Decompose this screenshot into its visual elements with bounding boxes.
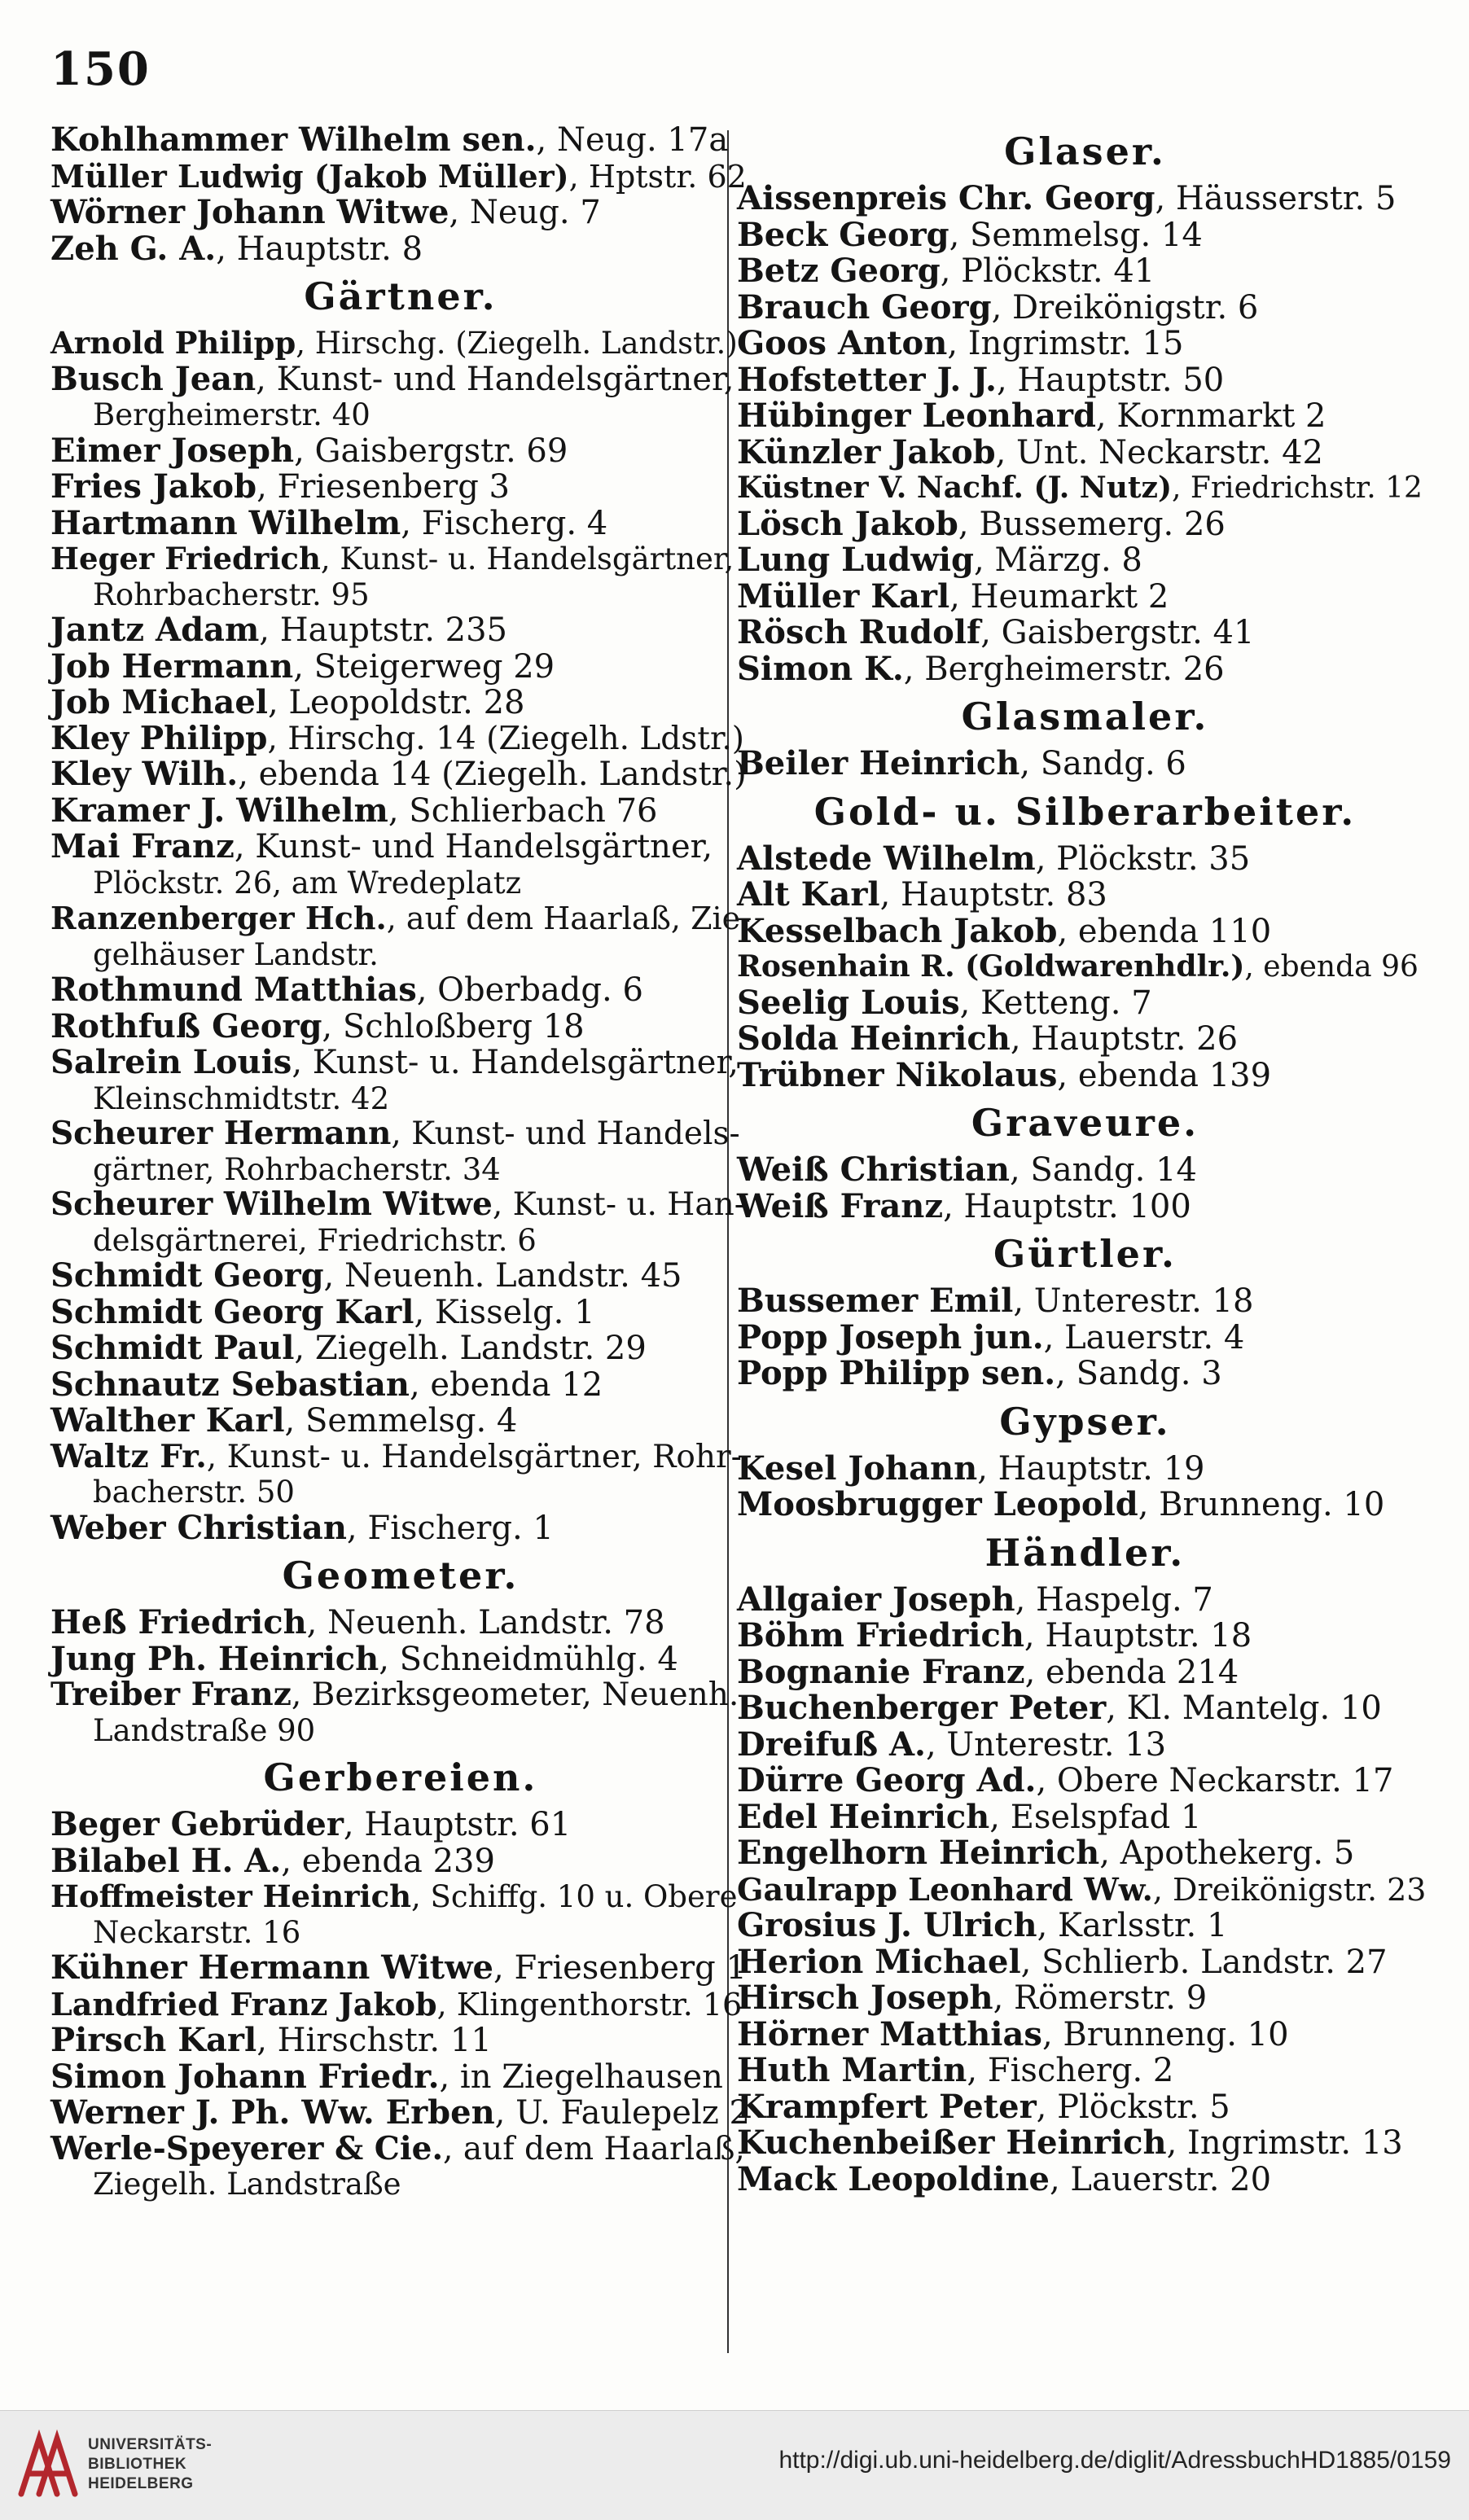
entry-name: Müller Ludwig (Jakob Müller) bbox=[50, 157, 569, 195]
directory-entry bbox=[50, 1437, 751, 1475]
entry-name: Dreifuß A. bbox=[737, 1725, 926, 1764]
entry-address: , Häusserstr. 5 bbox=[1155, 180, 1397, 217]
entry-address: , Sandg. 6 bbox=[1020, 745, 1186, 782]
directory-entry bbox=[50, 469, 751, 506]
entry-address: , Brunneng. 10 bbox=[1041, 2015, 1289, 2053]
entry-address: , Klingenthorstr. 16 bbox=[436, 1986, 743, 2023]
directory-entry bbox=[50, 756, 751, 793]
directory-entry bbox=[737, 2125, 1433, 2162]
entry-name: Küstner V. Nachf. (J. Nutz) bbox=[737, 471, 1172, 505]
directory-entry bbox=[737, 2089, 1433, 2126]
entry-address: , Plöckstr. 41 bbox=[940, 252, 1155, 290]
directory-entry bbox=[50, 359, 751, 398]
entry-address: , ebenda 96 bbox=[1244, 950, 1419, 984]
library-name-line-1: UNIVERSITÄTS- bbox=[88, 2436, 213, 2453]
directory-entry bbox=[50, 1258, 751, 1295]
entry-name: Schmidt Paul bbox=[50, 1329, 295, 1367]
entry-name: Herion Michael bbox=[737, 1942, 1021, 1981]
entry-address: , ebenda 239 bbox=[281, 1842, 495, 1880]
entry-address: , Ketteng. 7 bbox=[959, 984, 1152, 1022]
directory-entry bbox=[737, 542, 1433, 579]
section-heading: Glasmaler. bbox=[961, 695, 1209, 738]
entry-address: , U. Faulepelz 2 bbox=[494, 2094, 750, 2132]
entry-address: , Plöckstr. 35 bbox=[1035, 839, 1251, 878]
entry-address: , Dreikönigstr. 23 bbox=[1152, 1871, 1427, 1908]
entry-address: , ebenda 110 bbox=[1057, 912, 1272, 950]
directory-entry bbox=[737, 362, 1433, 399]
entry-name: Heß Friedrich bbox=[50, 1603, 307, 1641]
entry-continuation: Landstraße 90 bbox=[93, 1712, 316, 1748]
entry-name: Brauch Georg bbox=[737, 287, 992, 327]
entry-name: Buchenberger Peter bbox=[737, 1689, 1107, 1727]
entry-name: Lung Ludwig bbox=[737, 541, 974, 579]
entry-continuation: Bergheimerstr. 40 bbox=[93, 397, 371, 432]
directory-entry bbox=[737, 398, 1433, 435]
entry-address: , Ingrimstr. 13 bbox=[1166, 2124, 1403, 2162]
entry-address: , Heumarkt 2 bbox=[949, 577, 1169, 616]
entry-name: Kohlhammer Wilhelm sen. bbox=[50, 121, 537, 159]
entry-address: , Lauerstr. 20 bbox=[1049, 2160, 1272, 2198]
directory-entry bbox=[50, 2095, 751, 2132]
directory-entry bbox=[737, 1872, 1433, 1909]
entry-address: , Bussemerg. 26 bbox=[958, 505, 1226, 543]
directory-entry bbox=[50, 829, 751, 866]
directory-entry bbox=[50, 1045, 751, 1081]
directory-entry bbox=[50, 195, 751, 231]
page-number: 150 bbox=[50, 42, 151, 96]
entry-address: , Hauptstr. 100 bbox=[943, 1187, 1191, 1225]
entry-name: Mai Franz bbox=[50, 827, 235, 866]
entry-address: , Sandg. 14 bbox=[1010, 1151, 1197, 1189]
entry-name: Weiß Christian bbox=[737, 1150, 1010, 1189]
directory-entry bbox=[737, 1317, 1433, 1356]
directory-entry bbox=[50, 646, 751, 686]
entry-name: Rosenhain R. (Goldwarenhdlr.) bbox=[737, 949, 1245, 984]
entry-address: , Brunneng. 10 bbox=[1138, 1486, 1385, 1523]
entry-address: , Schlierb. Landstr. 27 bbox=[1020, 1943, 1388, 1981]
directory-entry bbox=[737, 1690, 1433, 1727]
directory-entry bbox=[737, 615, 1433, 651]
directory-entry bbox=[50, 721, 751, 757]
directory-entry bbox=[737, 1487, 1433, 1523]
library-name-line-3: HEIDELBERG bbox=[88, 2475, 194, 2492]
directory-entry bbox=[737, 1356, 1433, 1392]
entry-address: , Kunst- und Handelsgärtner, bbox=[234, 828, 713, 866]
directory-entry bbox=[737, 1727, 1433, 1764]
entry-name: Simon Johann Friedr. bbox=[50, 2057, 440, 2096]
directory-entry bbox=[737, 1618, 1433, 1654]
directory-entry bbox=[50, 1807, 751, 1843]
entry-address: , Kunst- und Handels- bbox=[391, 1115, 740, 1152]
entry-name: Grosius J. Ulrich bbox=[737, 1906, 1037, 1944]
directory-entry bbox=[50, 1677, 751, 1713]
entry-name: Kley Wilh. bbox=[50, 755, 239, 793]
entry-name: Kühner Hermann Witwe bbox=[50, 1948, 494, 1987]
section-heading: Gerbereien. bbox=[263, 1755, 538, 1799]
entry-name: Hirsch Joseph bbox=[737, 1979, 993, 2017]
directory-entry bbox=[50, 612, 751, 649]
entry-address: , Hirschg. (Ziegelh. Landstr.) bbox=[296, 326, 738, 361]
directory-entry bbox=[50, 122, 751, 159]
entry-address: , Hirschstr. 11 bbox=[257, 2022, 492, 2059]
section-heading: Graveure. bbox=[971, 1101, 1199, 1145]
entry-address: , Friedrichstr. 12 bbox=[1171, 471, 1423, 505]
entry-address: , Kisselg. 1 bbox=[414, 1293, 595, 1331]
entry-name: Salrein Louis bbox=[50, 1043, 292, 1081]
entry-continuation: gärtner, Rohrbacherstr. 34 bbox=[93, 1151, 501, 1187]
entry-name: Arnold Philipp bbox=[50, 325, 296, 361]
entry-name: Trübner Nikolaus bbox=[737, 1055, 1058, 1094]
directory-entry bbox=[50, 1950, 751, 1987]
entry-address: , Eselspfad 1 bbox=[989, 1798, 1202, 1836]
entry-name: Pirsch Karl bbox=[50, 2021, 257, 2059]
directory-entry bbox=[50, 1843, 751, 1880]
directory-entry bbox=[50, 2023, 751, 2059]
entry-address: , Gaisbergstr. 41 bbox=[980, 614, 1255, 651]
entry-address: , ebenda 12 bbox=[409, 1365, 603, 1404]
directory-entry bbox=[50, 1641, 751, 1678]
section-heading: Gürtler. bbox=[993, 1232, 1177, 1276]
directory-entry bbox=[737, 506, 1433, 543]
entry-name: Künzler Jakob bbox=[737, 432, 996, 471]
entry-address: , Sandg. 3 bbox=[1055, 1355, 1222, 1392]
directory-entry bbox=[737, 217, 1433, 254]
entry-name: Job Michael bbox=[50, 683, 268, 721]
viewer-footer bbox=[0, 2410, 1469, 2520]
directory-entry bbox=[50, 1367, 751, 1404]
entry-name: Popp Philipp sen. bbox=[737, 1354, 1056, 1392]
entry-name: Landfried Franz Jakob bbox=[50, 1985, 437, 2023]
section-heading: Gärtner. bbox=[304, 274, 498, 318]
directory-entry bbox=[50, 901, 751, 937]
entry-address: , Hirschg. 14 (Ziegelh. Ldstr.) bbox=[267, 720, 744, 757]
entry-address: , ebenda 139 bbox=[1057, 1056, 1272, 1094]
directory-entry bbox=[50, 1187, 751, 1223]
library-name bbox=[88, 2435, 212, 2494]
directory-entry bbox=[737, 1283, 1433, 1320]
entry-name: Hübinger Leonhard bbox=[737, 397, 1096, 435]
entry-name: Böhm Friedrich bbox=[737, 1616, 1024, 1654]
entry-name: Scheurer Wilhelm Witwe bbox=[50, 1185, 493, 1223]
library-name-line-2: BIBLIOTHEK bbox=[88, 2456, 187, 2473]
directory-entry bbox=[737, 1152, 1433, 1189]
entry-address: , auf dem Haarlaß, bbox=[443, 2130, 745, 2167]
directory-entry bbox=[50, 159, 751, 195]
entry-name: Dürre Georg Ad. bbox=[737, 1761, 1037, 1799]
entry-address: , Schiffg. 10 u. Obere bbox=[411, 1879, 738, 1914]
permalink-url[interactable]: http://digi.ub.uni-heidelberg.de/diglit/AdressbuchHD1885/0159 bbox=[778, 2447, 1451, 2474]
directory-entry bbox=[50, 2059, 751, 2096]
entry-name: Krampfert Peter bbox=[737, 2087, 1037, 2126]
entry-address: , Bezirksgeometer, Neuenh. bbox=[291, 1676, 739, 1713]
entry-name: Kley Philipp bbox=[50, 719, 268, 757]
entry-address: , Hauptstr. 50 bbox=[996, 361, 1225, 399]
directory-entry bbox=[737, 1448, 1433, 1488]
entry-continuation: Kleinschmidtstr. 42 bbox=[93, 1080, 390, 1116]
directory-entry bbox=[50, 793, 751, 830]
entry-name: Lösch Jakob bbox=[737, 504, 958, 543]
entry-address: , auf dem Haarlaß, Zie- bbox=[386, 901, 751, 936]
entry-name: Beger Gebrüder bbox=[50, 1805, 344, 1843]
directory-entry bbox=[737, 1186, 1433, 1225]
entry-address: , ebenda 214 bbox=[1024, 1653, 1239, 1691]
directory-entry bbox=[737, 1654, 1433, 1691]
entry-address: , Ziegelh. Landstr. 29 bbox=[294, 1330, 647, 1367]
entry-name: Kuchenbeißer Heinrich bbox=[737, 2123, 1167, 2162]
entry-address: , Bergheimerstr. 26 bbox=[903, 650, 1225, 688]
entry-name: Seelig Louis bbox=[737, 983, 960, 1022]
entry-name: Kesselbach Jakob bbox=[737, 911, 1058, 950]
directory-entry bbox=[737, 651, 1433, 688]
directory-entry bbox=[737, 253, 1433, 290]
entry-address: , Haspelg. 7 bbox=[1015, 1580, 1213, 1619]
entry-name: Goos Anton bbox=[737, 324, 948, 362]
entry-name: Heger Friedrich bbox=[50, 541, 321, 576]
entry-name: Rothmund Matthias bbox=[50, 971, 417, 1009]
entry-address: , Hauptstr. 8 bbox=[216, 230, 423, 268]
directory-entry bbox=[50, 685, 751, 721]
directory-entry bbox=[737, 287, 1433, 327]
directory-entry bbox=[737, 1021, 1433, 1058]
entry-name: Engelhorn Heinrich bbox=[737, 1834, 1100, 1872]
entry-address: , Steigerweg 29 bbox=[293, 647, 555, 686]
entry-name: Schnautz Sebastian bbox=[50, 1365, 410, 1404]
entry-name: Zeh G. A. bbox=[50, 229, 217, 268]
directory-entry bbox=[50, 1330, 751, 1367]
entry-address: , ebenda 14 (Ziegelh. Landstr.) bbox=[238, 756, 747, 793]
section-heading: Gypser. bbox=[999, 1399, 1171, 1444]
entry-address: , Hauptstr. 83 bbox=[879, 876, 1107, 914]
entry-address: , Gaisbergstr. 69 bbox=[294, 432, 568, 470]
directory-entry bbox=[737, 2053, 1433, 2089]
directory-entry bbox=[737, 949, 1433, 985]
section-heading: Geometer. bbox=[282, 1554, 520, 1597]
directory-entry bbox=[50, 1292, 751, 1331]
entry-address: , Kl. Mantelg. 10 bbox=[1106, 1689, 1382, 1727]
entry-name: Hofstetter J. J. bbox=[737, 360, 997, 399]
entry-name: Solda Heinrich bbox=[737, 1019, 1011, 1058]
directory-entry bbox=[50, 1403, 751, 1440]
entry-address: , Dreikönigstr. 6 bbox=[991, 288, 1259, 327]
entry-name: Rösch Rudolf bbox=[737, 613, 981, 651]
entry-name: Ranzenberger Hch. bbox=[50, 900, 387, 936]
entry-name: Walther Karl bbox=[50, 1401, 285, 1440]
entry-address: , Neug. 17a bbox=[536, 121, 729, 159]
entry-continuation: Rohrbacherstr. 95 bbox=[93, 576, 370, 612]
entry-address: , Plöckstr. 5 bbox=[1036, 2088, 1230, 2126]
directory-entry bbox=[50, 1879, 751, 1915]
entry-address: , Schneidmühlg. 4 bbox=[379, 1640, 678, 1678]
directory-entry bbox=[50, 1510, 751, 1547]
entry-name: Schmidt Georg Karl bbox=[50, 1292, 414, 1331]
directory-entry bbox=[737, 1763, 1433, 1799]
directory-entry bbox=[737, 432, 1433, 471]
entry-name: Beiler Heinrich bbox=[737, 744, 1020, 782]
entry-name: Werner J. Ph. Ww. Erben bbox=[50, 2093, 495, 2132]
entry-name: Treiber Franz bbox=[50, 1676, 292, 1713]
entry-name: Weber Christian bbox=[50, 1508, 347, 1547]
entry-name: Scheurer Hermann bbox=[50, 1115, 392, 1152]
directory-entry bbox=[50, 1987, 751, 2023]
entry-name: Jung Ph. Heinrich bbox=[50, 1639, 379, 1678]
entry-name: Moosbrugger Leopold bbox=[737, 1485, 1138, 1523]
entry-address: , Fischerg. 1 bbox=[346, 1509, 554, 1547]
entry-name: Werle-Speyerer & Cie. bbox=[50, 2129, 444, 2167]
entry-address: , Apothekerg. 5 bbox=[1099, 1834, 1355, 1872]
entry-name: Hörner Matthias bbox=[737, 2014, 1042, 2053]
entry-address: , Hauptstr. 26 bbox=[1010, 1020, 1239, 1058]
directory-entry bbox=[50, 2129, 751, 2167]
directory-entry bbox=[737, 985, 1433, 1022]
entry-address: , Unterestr. 18 bbox=[1013, 1282, 1254, 1320]
entry-address: , Unterestr. 13 bbox=[925, 1725, 1167, 1764]
directory-entry bbox=[737, 1835, 1433, 1872]
entry-name: Mack Leopoldine bbox=[737, 2159, 1050, 2198]
entry-name: Huth Martin bbox=[737, 2051, 967, 2089]
entry-continuation: delsgärtnerei, Friedrichstr. 6 bbox=[93, 1222, 537, 1258]
entry-name: Müller Karl bbox=[737, 576, 950, 616]
entry-name: Weiß Franz bbox=[737, 1186, 944, 1225]
entry-address: , Fischerg. 4 bbox=[401, 504, 608, 542]
directory-entry bbox=[737, 181, 1433, 217]
entry-address: , Neuenh. Landstr. 78 bbox=[306, 1604, 665, 1641]
directory-entry bbox=[50, 433, 751, 470]
entry-continuation: Ziegelh. Landstraße bbox=[93, 2167, 401, 2202]
left-column bbox=[50, 122, 751, 2202]
directory-entry bbox=[737, 1799, 1433, 1836]
entry-address: , Karlsstr. 1 bbox=[1037, 1907, 1228, 1944]
entry-name: Job Hermann bbox=[50, 646, 294, 686]
entry-name: Gaulrapp Leonhard Ww. bbox=[737, 1870, 1153, 1908]
entry-address: , Hauptstr. 19 bbox=[977, 1449, 1205, 1488]
entry-name: Wörner Johann Witwe bbox=[50, 193, 449, 231]
entry-address: , Römerstr. 9 bbox=[993, 1979, 1208, 2017]
entry-address: , Semmelsg. 14 bbox=[949, 216, 1203, 254]
entry-address: , Kunst- u. Handelsgärtner, bbox=[320, 541, 734, 576]
section-heading: Gold- u. Silberarbeiter. bbox=[813, 789, 1357, 834]
directory-entry bbox=[737, 1055, 1433, 1094]
entry-address: , Ingrimstr. 15 bbox=[947, 325, 1184, 362]
entry-name: Simon K. bbox=[737, 649, 904, 688]
entry-address: , Kunst- u. Handelsgärtner, bbox=[292, 1044, 739, 1081]
entry-address: , Schloßberg 18 bbox=[322, 1007, 585, 1045]
entry-name: Hoffmeister Heinrich bbox=[50, 1878, 412, 1914]
entry-name: Kramer J. Wilhelm bbox=[50, 791, 388, 830]
university-seal-icon bbox=[15, 2429, 80, 2502]
entry-name: Bussemer Emil bbox=[737, 1282, 1014, 1320]
entry-name: Bognanie Franz bbox=[737, 1652, 1025, 1691]
entry-name: Rothfuß Georg bbox=[50, 1006, 322, 1045]
entry-name: Waltz Fr. bbox=[50, 1437, 207, 1475]
entry-address: , Leopoldstr. 28 bbox=[267, 684, 525, 721]
entry-continuation: Plöckstr. 26, am Wredeplatz bbox=[93, 865, 522, 901]
entry-name: Bilabel H. A. bbox=[50, 1841, 282, 1880]
directory-entry bbox=[737, 1908, 1433, 1944]
entry-name: Beck Georg bbox=[737, 215, 949, 254]
entry-name: Alstede Wilhelm bbox=[737, 839, 1036, 878]
section-heading: Glaser. bbox=[1004, 129, 1166, 173]
entry-name: Eimer Joseph bbox=[50, 431, 295, 470]
entry-address: , Semmelsg. 4 bbox=[284, 1402, 518, 1440]
directory-entry bbox=[737, 2159, 1433, 2198]
entry-address: , Neuenh. Landstr. 45 bbox=[323, 1257, 682, 1295]
entry-address: , Oberbadg. 6 bbox=[416, 971, 643, 1009]
entry-name: Alt Karl bbox=[737, 875, 880, 914]
directory-entry bbox=[737, 471, 1433, 506]
entry-name: Kesel Johann bbox=[737, 1448, 978, 1488]
entry-name: Allgaier Joseph bbox=[737, 1580, 1015, 1619]
entry-address: , Kunst- u. Handelsgärtner, Rohr- bbox=[206, 1438, 742, 1475]
directory-entry bbox=[50, 972, 751, 1009]
directory-entry bbox=[50, 1006, 751, 1045]
entry-address: , Märzg. 8 bbox=[973, 541, 1142, 579]
entry-address: , Fischerg. 2 bbox=[967, 2052, 1174, 2089]
directory-entry bbox=[737, 746, 1433, 782]
right-column bbox=[737, 122, 1433, 2198]
directory-entry bbox=[50, 1116, 751, 1152]
entry-name: Popp Joseph jun. bbox=[737, 1317, 1044, 1356]
entry-address: , Friesenberg 3 bbox=[257, 468, 510, 506]
entry-address: , Friesenberg 1 bbox=[493, 1949, 747, 1987]
directory-entry bbox=[50, 1605, 751, 1641]
directory-entry bbox=[737, 841, 1433, 878]
entry-continuation: bacherstr. 50 bbox=[93, 1475, 295, 1510]
directory-entry bbox=[737, 576, 1433, 616]
entry-address: , Schlierbach 76 bbox=[388, 791, 658, 830]
entry-name: Fries Jakob bbox=[50, 467, 257, 506]
entry-continuation: Neckarstr. 16 bbox=[93, 1914, 301, 1950]
entry-name: Aissenpreis Chr. Georg bbox=[737, 179, 1155, 217]
directory-entry bbox=[737, 1944, 1433, 1981]
entry-address: , Hauptstr. 18 bbox=[1024, 1617, 1252, 1654]
entry-address: , Kornmarkt 2 bbox=[1095, 397, 1326, 435]
directory-entry bbox=[737, 2014, 1433, 2053]
entry-name: Busch Jean bbox=[50, 359, 257, 398]
entry-name: Hartmann Wilhelm bbox=[50, 503, 401, 542]
entry-address: , Lauerstr. 4 bbox=[1043, 1318, 1245, 1356]
directory-entry bbox=[737, 1980, 1433, 2017]
directory-entry bbox=[737, 326, 1433, 362]
entry-address: , Hauptstr. 61 bbox=[343, 1806, 572, 1843]
entry-address: , Kunst- u. Han- bbox=[492, 1186, 745, 1223]
directory-entry bbox=[50, 503, 751, 542]
directory-entry bbox=[50, 326, 751, 362]
entry-address: , Kunst- und Handelsgärtner, bbox=[256, 360, 734, 398]
entry-name: Jantz Adam bbox=[50, 611, 260, 649]
section-heading: Händler. bbox=[984, 1530, 1186, 1575]
entry-address: , Unt. Neckarstr. 42 bbox=[995, 433, 1323, 471]
directory-entry bbox=[50, 231, 751, 268]
directory-entry bbox=[737, 1582, 1433, 1619]
entry-address: , Hauptstr. 235 bbox=[259, 611, 508, 649]
directory-entry bbox=[737, 911, 1433, 950]
entry-name: Schmidt Georg bbox=[50, 1256, 324, 1295]
entry-address: , Hptstr. 62 bbox=[568, 158, 747, 195]
entry-name: Edel Heinrich bbox=[737, 1797, 990, 1836]
entry-address: , Neug. 7 bbox=[449, 194, 601, 231]
directory-entry bbox=[737, 877, 1433, 914]
entry-address: , Obere Neckarstr. 17 bbox=[1036, 1762, 1394, 1799]
entry-name: Betz Georg bbox=[737, 252, 941, 290]
directory-entry bbox=[50, 541, 751, 577]
entry-address: , in Ziegelhausen bbox=[439, 2058, 723, 2096]
entry-continuation: gelhäuser Landstr. bbox=[93, 936, 379, 972]
